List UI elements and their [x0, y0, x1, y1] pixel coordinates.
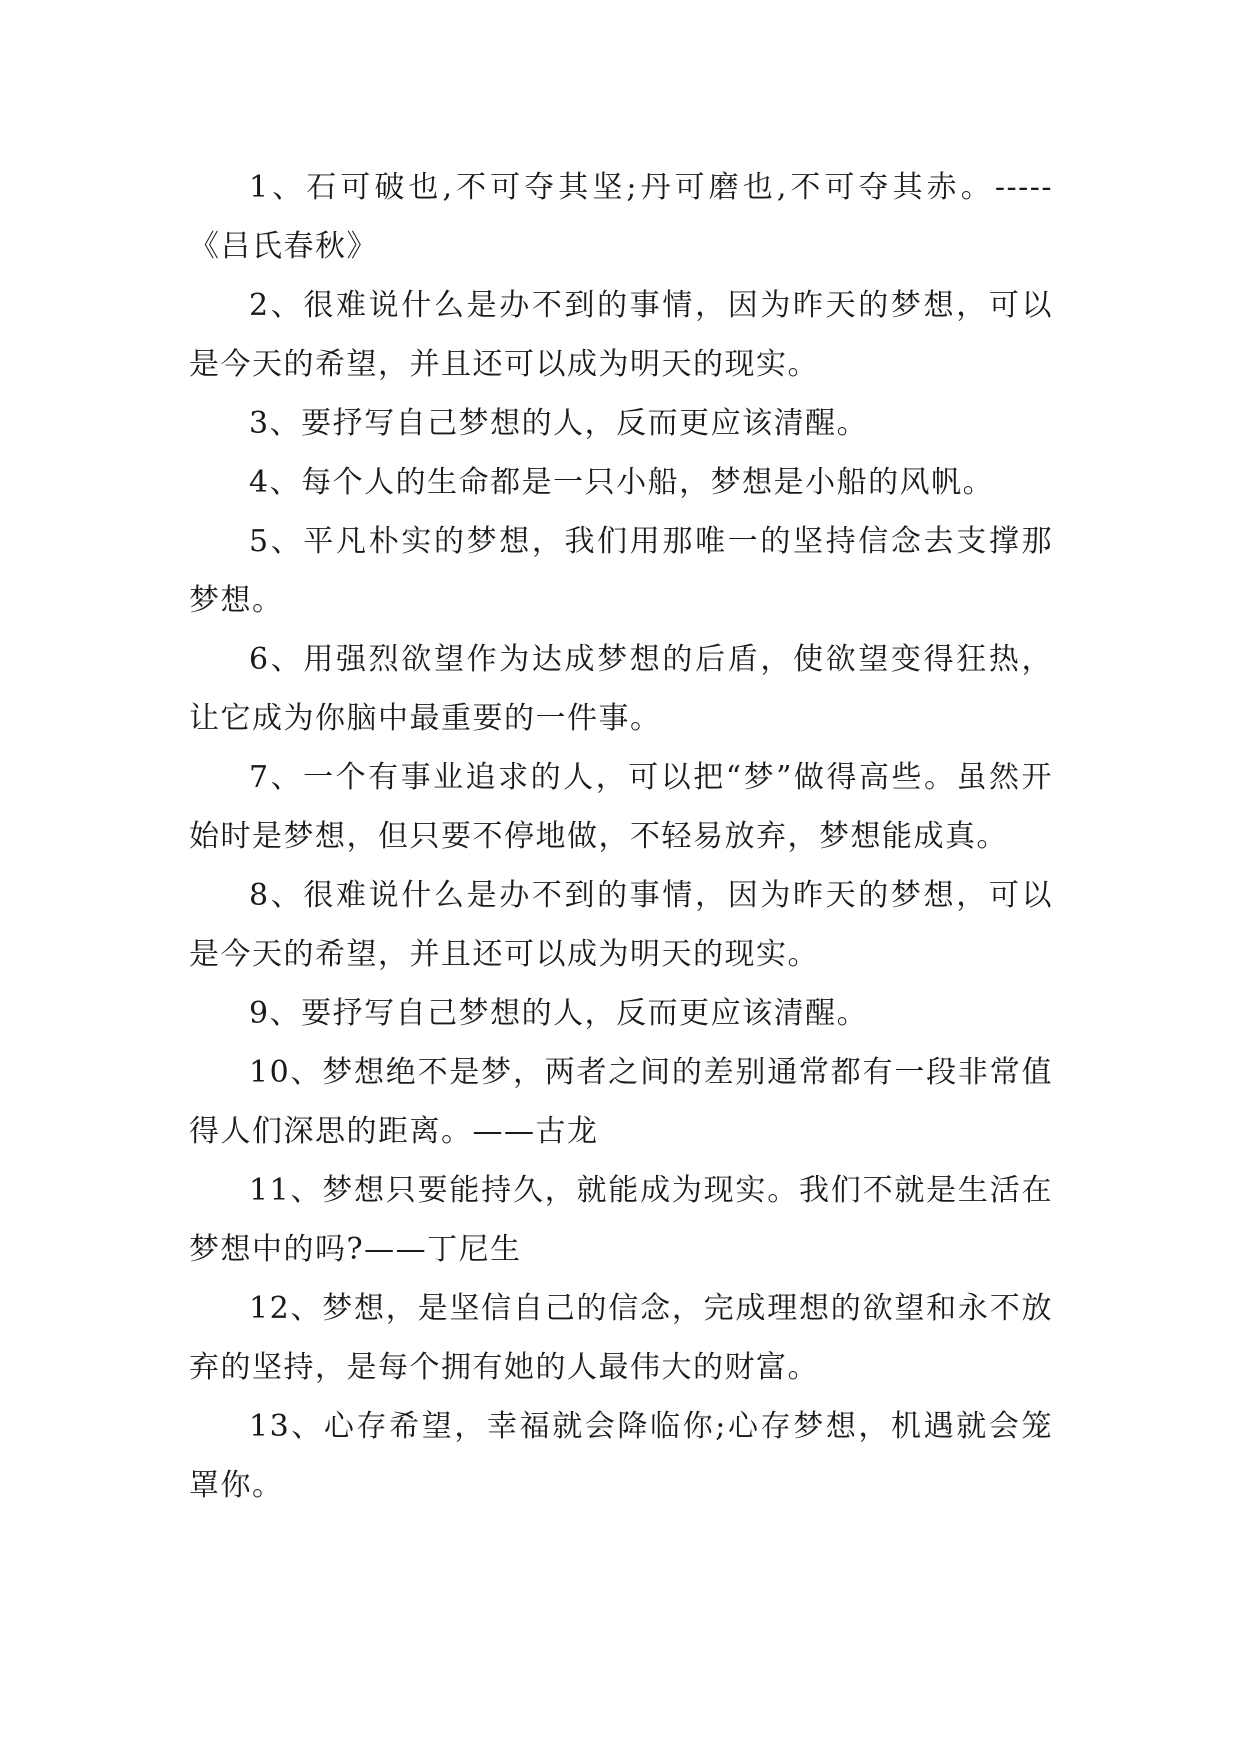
quote-paragraph-13: 13、心存希望，幸福就会降临你;心存梦想，机遇就会笼罩你。 [189, 1409, 1053, 1503]
quote-paragraph-10: 10、梦想绝不是梦，两者之间的差别通常都有一段非常值得人们深思的距离。——古龙 [189, 1055, 1053, 1149]
quote-paragraph-8: 8、很难说什么是办不到的事情，因为昨天的梦想，可以是今天的希望，并且还可以成为明天的现实。 [189, 878, 1053, 972]
quote-paragraph-4: 4、每个人的生命都是一只小船，梦想是小船的风帆。 [249, 465, 995, 500]
quote-paragraph-7: 7、一个有事业追求的人，可以把“梦”做得高些。虽然开始时是梦想，但只要不停地做，不轻易放弃，梦想能成真。 [189, 760, 1053, 854]
quote-paragraph-6: 6、用强烈欲望作为达成梦想的后盾，使欲望变得狂热，让它成为你脑中最重要的一件事。 [189, 642, 1053, 736]
quote-paragraph-11: 11、梦想只要能持久，就能成为现实。我们不就是生活在梦想中的吗?——丁尼生 [189, 1173, 1053, 1267]
quote-paragraph-1: 1、石可破也,不可夺其坚;丹可磨也,不可夺其赤。-----《吕氏春秋》 [189, 170, 1053, 264]
quote-paragraph-5: 5、平凡朴实的梦想，我们用那唯一的坚持信念去支撑那梦想。 [189, 524, 1053, 618]
quote-paragraph-9: 9、要抒写自己梦想的人，反而更应该清醒。 [249, 996, 869, 1031]
document-page [189, 158, 1053, 1515]
quote-paragraph-2: 2、很难说什么是办不到的事情，因为昨天的梦想，可以是今天的希望，并且还可以成为明天的现实。 [189, 288, 1053, 382]
quote-paragraph-3: 3、要抒写自己梦想的人，反而更应该清醒。 [249, 406, 869, 441]
quote-paragraph-12: 12、梦想，是坚信自己的信念，完成理想的欲望和永不放弃的坚持，是每个拥有她的人最伟大的财富。 [189, 1291, 1053, 1385]
